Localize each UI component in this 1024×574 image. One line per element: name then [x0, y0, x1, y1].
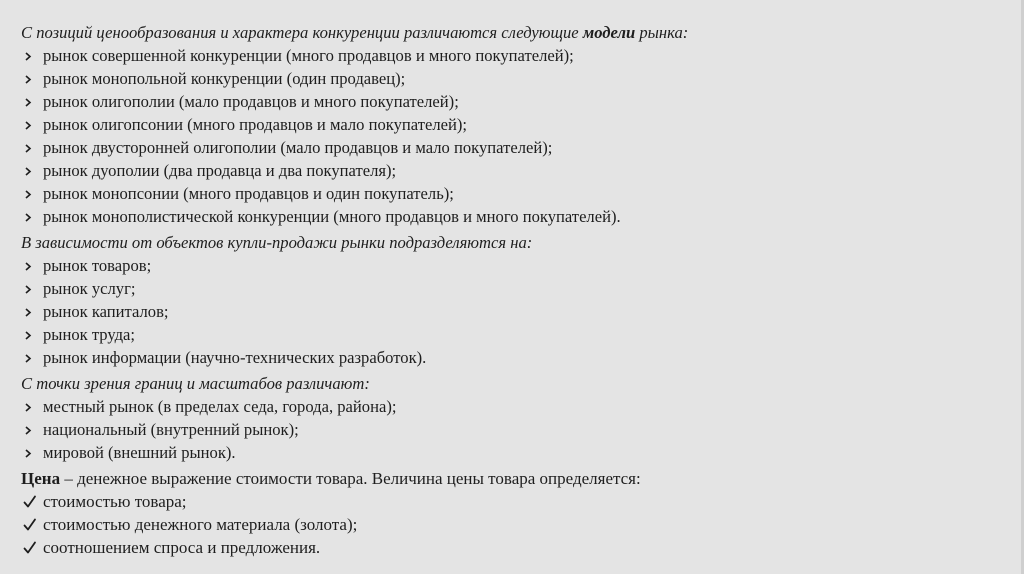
- chevron-right-icon: [23, 254, 35, 277]
- list-item: [21, 418, 1011, 441]
- chevron-right-icon: [23, 418, 35, 441]
- list-item: [21, 90, 1011, 113]
- list-item: [21, 67, 1011, 90]
- price-factors-list: [21, 490, 1011, 559]
- list-item-text: стоимостью товара;: [43, 492, 187, 511]
- chevron-right-icon: [23, 441, 35, 464]
- list-item-text: рынок товаров;: [43, 256, 152, 275]
- list-item-text: рынок дуополии (два продавца и два покупателя);: [43, 161, 397, 180]
- market-models-list: [21, 44, 1011, 228]
- list-item: [21, 254, 1011, 277]
- section-object-types-heading: В зависимости от объектов купли-продажи рынки подразделяются на:: [21, 233, 533, 252]
- list-item-text: рынок монопсонии (много продавцов и один покупатель);: [43, 184, 454, 203]
- object-types-list: [21, 254, 1011, 369]
- check-mark-icon: [23, 490, 35, 513]
- section-scale-heading: С точки зрения границ и масштабов различают:: [21, 374, 370, 393]
- list-item-text: рынок информации (научно-технических разработок).: [43, 348, 427, 367]
- price-definition: [21, 467, 1011, 490]
- list-item-text: соотношением спроса и предложения.: [43, 538, 321, 557]
- chevron-right-icon: [23, 300, 35, 323]
- chevron-right-icon: [23, 136, 35, 159]
- list-item: [21, 513, 1011, 536]
- list-item: [21, 44, 1011, 67]
- list-item: [21, 159, 1011, 182]
- chevron-right-icon: [23, 277, 35, 300]
- chevron-right-icon: [23, 44, 35, 67]
- slide-content: [21, 21, 1011, 559]
- list-item-text: местный рынок (в пределах седа, города, района);: [43, 397, 397, 416]
- heading-bold-word: модели: [582, 23, 636, 42]
- list-item: [21, 182, 1011, 205]
- list-item-text: рынок монопольной конкуренции (один продавец);: [43, 69, 406, 88]
- chevron-right-icon: [23, 395, 35, 418]
- chevron-right-icon: [23, 205, 35, 228]
- list-item-text: мировой (внешний рынок).: [43, 443, 236, 462]
- chevron-right-icon: [23, 90, 35, 113]
- list-item-text: стоимостью денежного материала (золота);: [43, 515, 358, 534]
- chevron-right-icon: [23, 113, 35, 136]
- chevron-right-icon: [23, 323, 35, 346]
- list-item-text: рынок услуг;: [43, 279, 136, 298]
- list-item: [21, 395, 1011, 418]
- list-item-text: рынок капиталов;: [43, 302, 169, 321]
- price-definition-text: – денежное выражение стоимости товара. Величина цены товара определяется:: [60, 469, 641, 488]
- list-item: [21, 346, 1011, 369]
- chevron-right-icon: [23, 159, 35, 182]
- section-market-models-heading: [21, 21, 1011, 44]
- list-item: [21, 277, 1011, 300]
- price-term: Цена: [21, 469, 61, 488]
- list-item-text: рынок олигопсонии (много продавцов и мало покупателей);: [43, 115, 467, 134]
- check-mark-icon: [23, 513, 35, 536]
- heading-suffix: рынка:: [635, 23, 689, 42]
- list-item: [21, 205, 1011, 228]
- check-mark-icon: [23, 536, 35, 559]
- list-item-text: национальный (внутренний рынок);: [43, 420, 299, 439]
- chevron-right-icon: [23, 182, 35, 205]
- chevron-right-icon: [23, 346, 35, 369]
- list-item-text: рынок монополистической конкуренции (много продавцов и много покупателей).: [43, 207, 621, 226]
- list-item: [21, 490, 1011, 513]
- list-item: [21, 136, 1011, 159]
- list-item-text: рынок двусторонней олигополии (мало продавцов и мало покупателей);: [43, 138, 553, 157]
- chevron-right-icon: [23, 67, 35, 90]
- list-item: [21, 113, 1011, 136]
- list-item-text: рынок совершенной конкуренции (много продавцов и много покупателей);: [43, 46, 574, 65]
- scale-list: [21, 395, 1011, 464]
- list-item-text: рынок труда;: [43, 325, 136, 344]
- list-item: [21, 323, 1011, 346]
- list-item-text: рынок олигополии (мало продавцов и много покупателей);: [43, 92, 459, 111]
- list-item: [21, 441, 1011, 464]
- heading-prefix: С позиций ценообразования и характера конкуренции различаются следующие: [21, 23, 583, 42]
- list-item: [21, 300, 1011, 323]
- list-item: [21, 536, 1011, 559]
